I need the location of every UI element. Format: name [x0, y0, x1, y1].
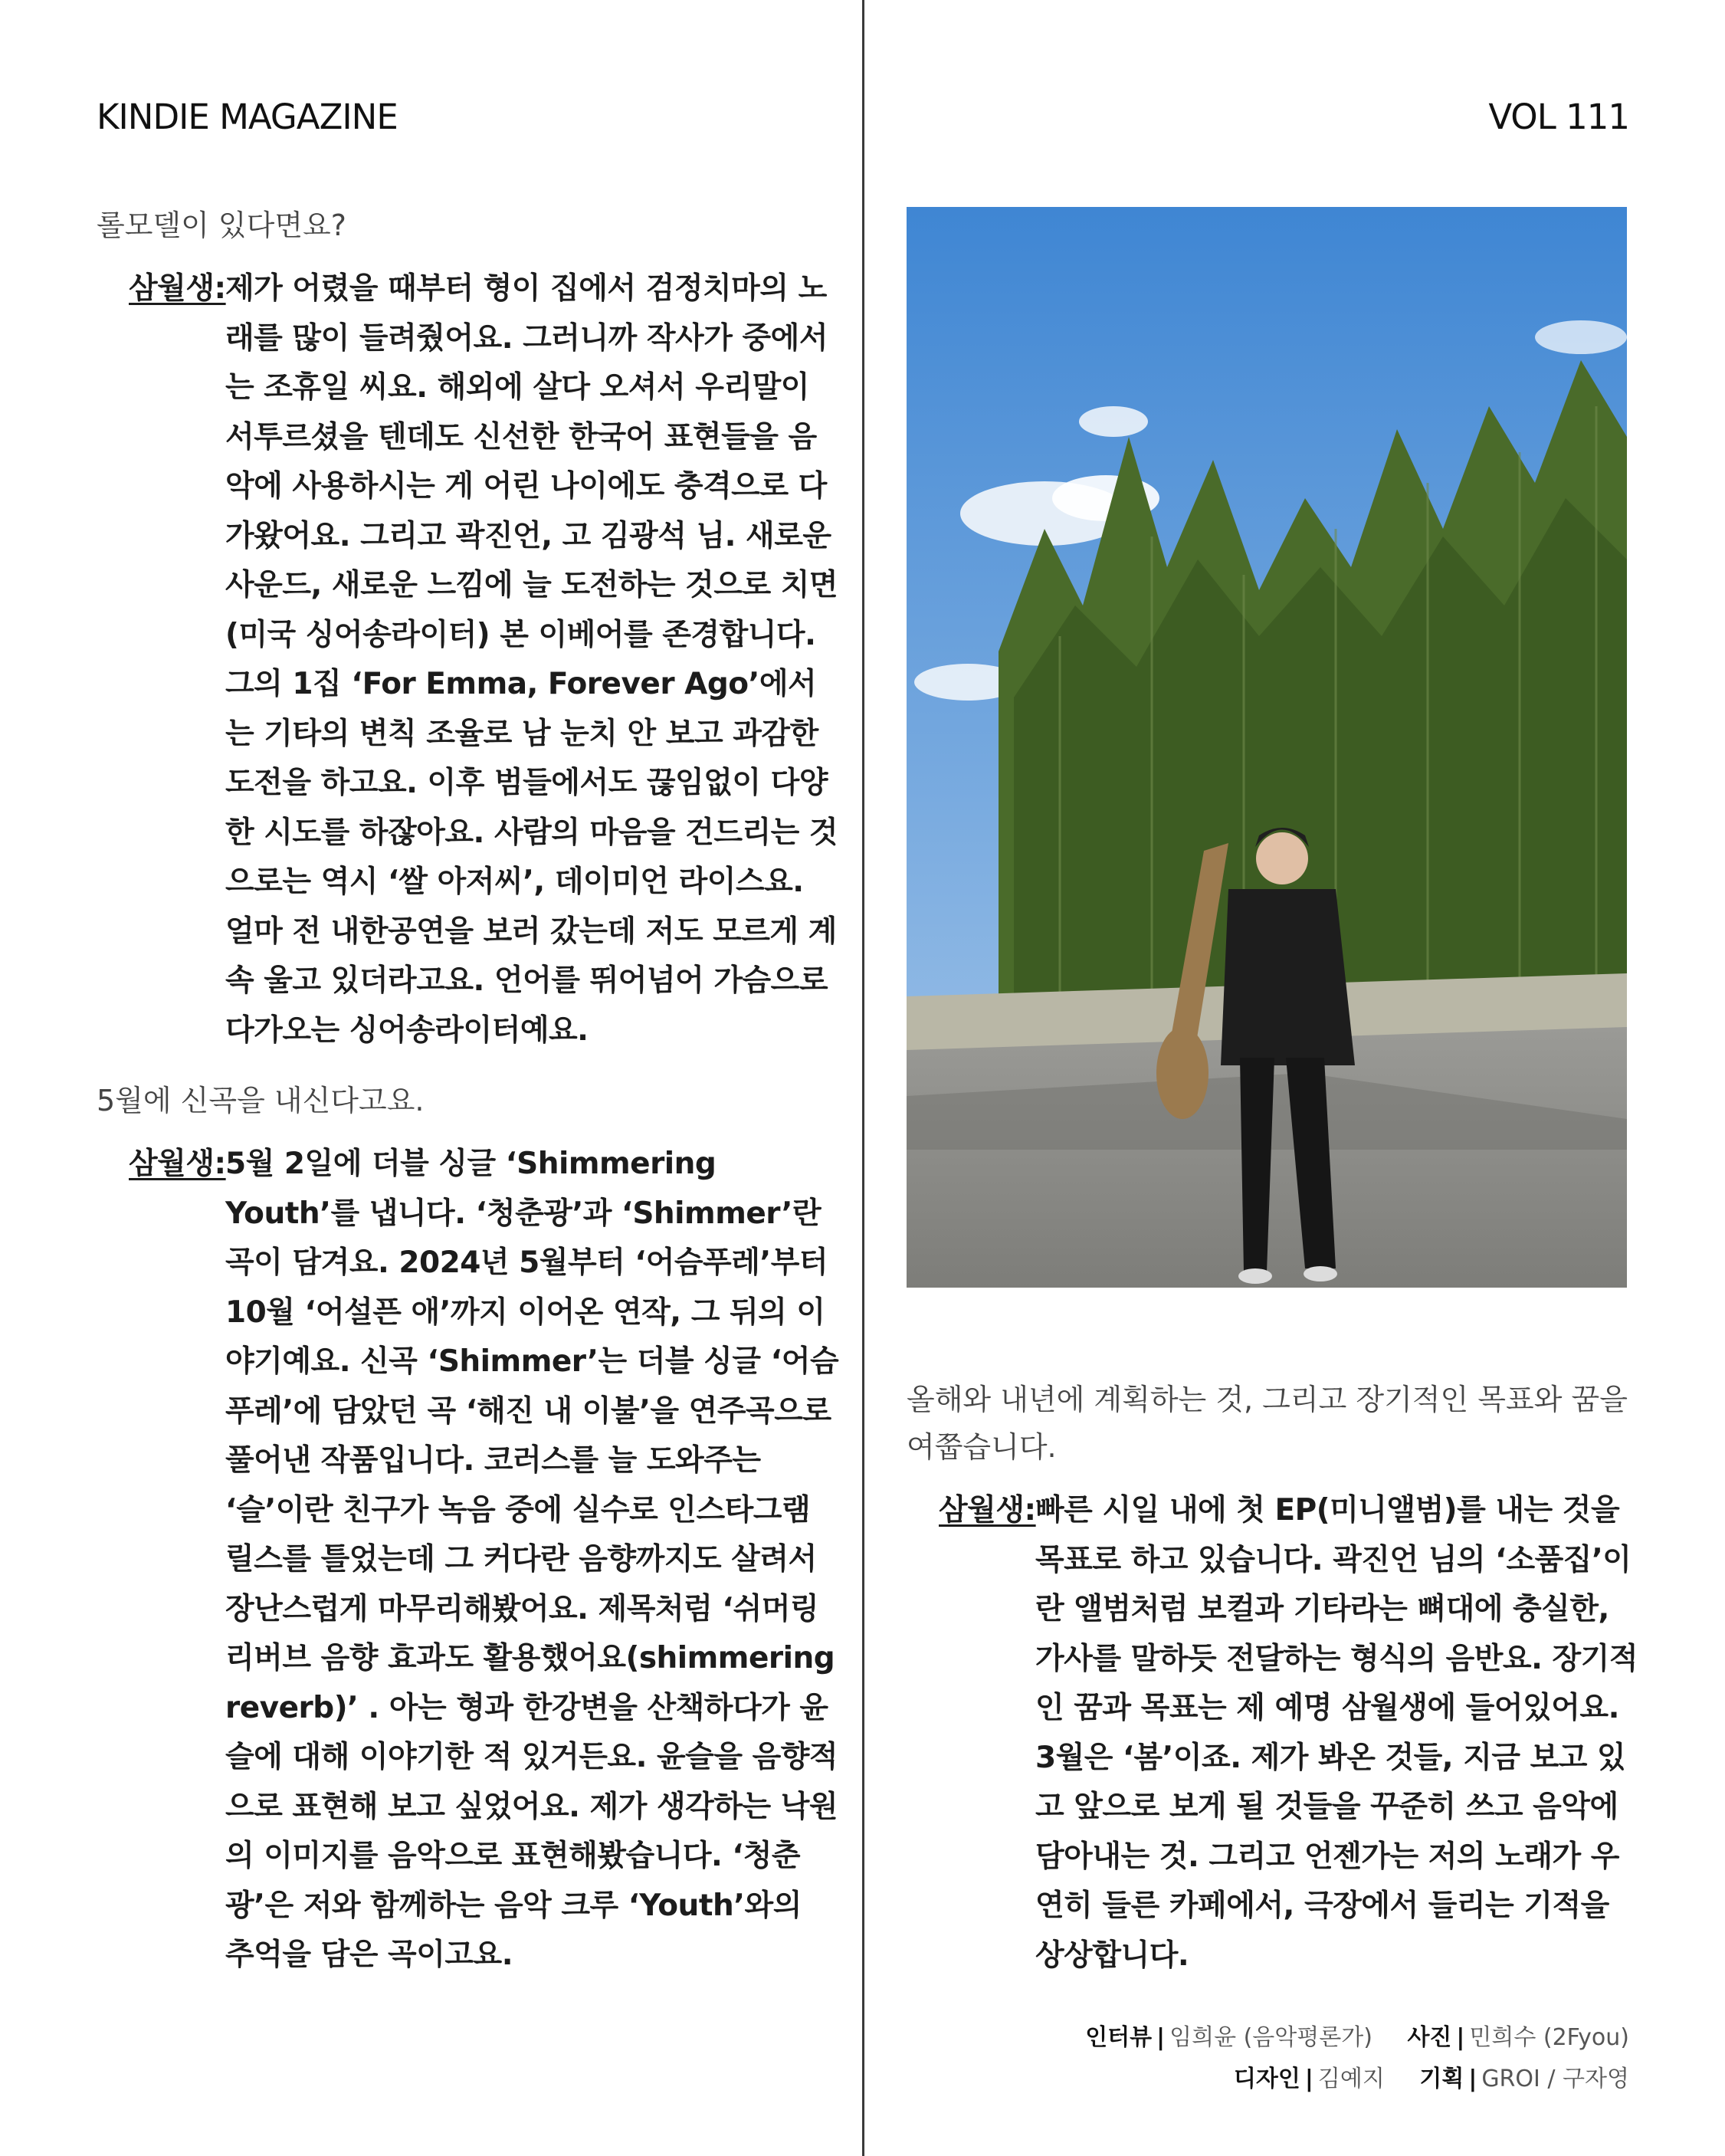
artist-photo	[907, 207, 1627, 1288]
credits-row	[1058, 2017, 1629, 2059]
answer-paragraph	[97, 1140, 840, 1980]
speaker-label: 삼월생:	[939, 1493, 1036, 1528]
answer-paragraph	[907, 1486, 1642, 1980]
credit-interview: 인터뷰 | 임희윤 (음악평론가)	[1085, 2024, 1372, 2051]
answer-text: 제가 어렸을 때부터 형이 집에서 검정치마의 노래를 많이 들려줬어요. 그러니까 작사가 중에서는 조휴일 씨요. 해외에 살다 오셔서 우리말이 서투르셨을 텐데도 신선한 한국어 표현들을 음악에 사용하시는 게 어린 나이에도 충격으로 다가왔어요. 그리고 곽진언, 고 김광석 님. 새로운 사운드, 새로운 느낌에 늘 도전하는 것으로 치면 (미국 싱어송라이터) 본 이베어를 존경합니다. 그의 1집 ‘For Emma, Forever Ago’에서는 기타의 변칙 조율로 남 눈치 안 보고 과감한 도전을 하고요. 이후 범들에서도 끊임없이 다양한 시도를 하잖아요. 사람의 마음을 건드리는 것으로는 역시 ‘쌀 아저씨’, 데이미언 라이스요. 얼마 전 내한공연을 보러 갔는데 저도 모르게 계속 울고 있더라고요. 언어를 뛰어넘어 가슴으로 다가오는 싱어송라이터예요.	[225, 271, 838, 1048]
speaker-label: 삼월생:	[129, 271, 226, 306]
answer-paragraph	[97, 264, 840, 1055]
volume-number: VOL 111	[1488, 97, 1629, 137]
magazine-title: KINDIE MAGAZINE	[97, 97, 398, 137]
question-heading: 올해와 내년에 계획하는 것, 그리고 장기적인 목표와 꿈을 여쭙습니다.	[907, 1383, 1628, 1464]
answer-text: 5월 2일에 더블 싱글 ‘Shimmering Youth’를 냅니다. ‘청춘광’과 ‘Shimmer’란 곡이 담겨요. 2024년 5월부터 ‘어슴푸레’부터 10월 ‘어설픈 애’까지 이어온 연작, 그 뒤의 이야기예요. 신곡 ‘Shimmer’는 더블 싱글 ‘어슴푸레’에 담았던 곡 ‘해진 내 이불’을 연주곡으로 풀어낸 작품입니다. 코러스를 늘 도와주는 ‘슬’이란 친구가 녹음 중에 실수로 인스타그램 릴스를 틀었는데 그 커다란 음향까지도 살려서 장난스럽게 마무리해봤어요. 제목처럼 ‘쉬머링 리버브 음향 효과도 활용했어요(shimmering reverb)’ . 아는 형과 한강변을 산책하다가 윤슬에 대해 이야기한 적 있거든요. 윤슬을 음향적으로 표현해 보고 싶었어요. 제가 생각하는 낙원의 이미지를 음악으로 표현해봤습니다. ‘청춘광’은 저와 함께하는 음악 크루 ‘Youth’와의 추억을 담은 곡이고요.	[225, 1147, 839, 1972]
speaker-label: 삼월생:	[129, 1147, 226, 1181]
credit-design: 디자인 | 김예지	[1233, 2066, 1385, 2092]
credits-block	[1058, 2017, 1629, 2100]
qa-block-role-model	[97, 202, 840, 1055]
bamboo-road-photo	[907, 207, 1627, 1288]
credit-photo: 사진 | 민희수 (2Fyou)	[1407, 2024, 1629, 2051]
question-heading: 5월에 신곡을 내신다고요.	[97, 1084, 425, 1117]
qa-block-new-single	[97, 1077, 840, 1980]
credit-planning: 기획 | GROI / 구자영	[1419, 2066, 1629, 2092]
credits-row	[1058, 2059, 1629, 2100]
qa-block-future-plans	[907, 1376, 1642, 1980]
answer-text: 빠른 시일 내에 첫 EP(미니앨범)를 내는 것을 목표로 하고 있습니다. 곽진언 님의 ‘소품집’이란 앨범처럼 보컬과 기타라는 뼈대에 충실한, 가사를 말하듯 전달하는 형식의 음반요. 장기적인 꿈과 목표는 제 예명 삼월생에 들어있어요. 3월은 ‘봄’이죠. 제가 봐온 것들, 지금 보고 있고 앞으로 보게 될 것들을 꾸준히 쓰고 음악에 담아내는 것. 그리고 언젠가는 저의 노래가 우연히 들른 카페에서, 극장에서 들리는 기적을 상상합니다.	[1035, 1493, 1638, 1973]
question-heading: 롤모델이 있다면요?	[97, 208, 346, 242]
column-divider	[862, 0, 864, 2156]
